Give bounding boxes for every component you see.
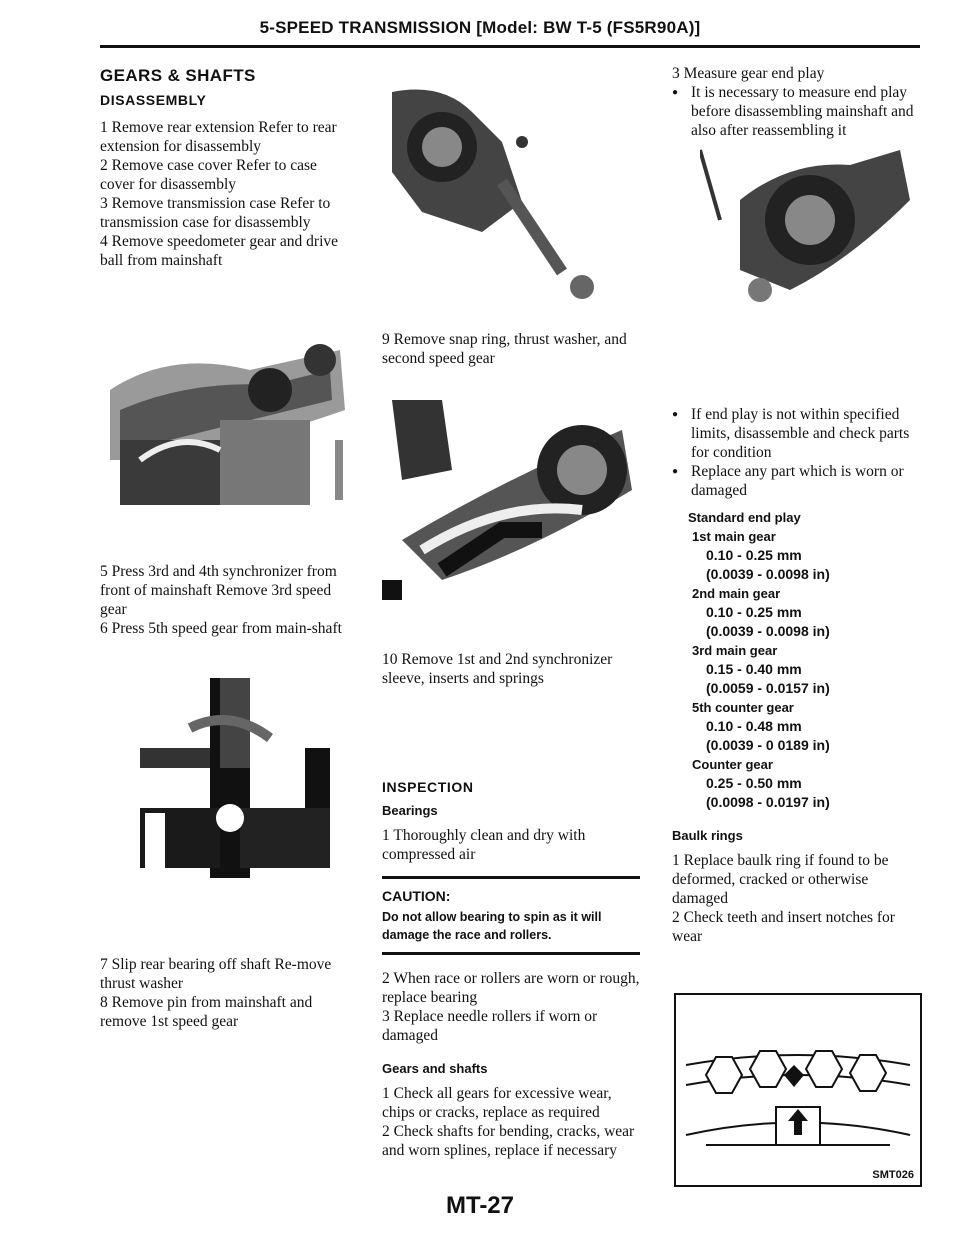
- header-rule: [100, 45, 920, 48]
- baulk-ring-diagram: [674, 993, 922, 1187]
- bearings-title: Bearings: [382, 803, 438, 818]
- spec-2-in: (0.0039 - 0.0098 in): [706, 623, 830, 639]
- step-2: 2 Remove case cover Refer to case cover for disassembly: [100, 157, 317, 193]
- spec-1-name: 1st main gear: [692, 529, 776, 544]
- spec-block: [672, 508, 924, 812]
- spec-title: Standard end play: [688, 510, 801, 525]
- step-8: 8 Remove pin from mainshaft and remove 1st speed gear: [100, 994, 313, 1030]
- step-6: 6 Press 5th speed gear from main-shaft: [100, 620, 342, 637]
- spec-1-in: (0.0039 - 0.0098 in): [706, 566, 830, 582]
- photo-remove-speedometer-gear: [100, 290, 350, 512]
- step-5: 5 Press 3rd and 4th synchronizer from front of mainshaft Remove 3rd speed gear: [100, 563, 337, 618]
- spec-3-in: (0.0059 - 0.0157 in): [706, 680, 830, 696]
- spec-5-name: Counter gear: [692, 757, 773, 772]
- spec-4-in: (0.0039 - 0 0189 in): [706, 737, 830, 753]
- caution-title: CAUTION:: [382, 888, 451, 904]
- step-9: 9 Remove snap ring, thrust washer, and second speed gear: [382, 331, 627, 367]
- page-header: 5-SPEED TRANSMISSION [Model: BW T-5 (FS5R90A)]: [259, 18, 701, 37]
- photo-press-gear: [130, 668, 340, 888]
- step-1: 1 Remove rear extension Refer to rear extension for disassembly: [100, 119, 337, 155]
- column-1: [100, 66, 350, 270]
- column-3-middle: [672, 405, 924, 946]
- spec-1-mm: 0.10 - 0.25 mm: [706, 547, 802, 563]
- spec-3-name: 3rd main gear: [692, 643, 778, 658]
- column-2-top: [382, 330, 640, 368]
- spec-4-mm: 0.10 - 0.48 mm: [706, 718, 802, 734]
- baulk-title: Baulk rings: [672, 828, 743, 843]
- spec-2-mm: 0.10 - 0.25 mm: [706, 604, 802, 620]
- spec-5-in: (0.0098 - 0.0197 in): [706, 794, 830, 810]
- spec-4-name: 5th counter gear: [692, 700, 794, 715]
- bullet-measure-end-play: ● It is necessary to measure end play before disassembling mainshaft and also after reassembling it: [672, 83, 924, 140]
- subsection-title: DISASSEMBLY: [100, 92, 207, 108]
- step-3: 3 Remove transmission case Refer to transmission case for disassembly: [100, 195, 331, 231]
- caution-rule-bottom: [382, 952, 640, 955]
- step-4: 4 Remove speedometer gear and drive ball from mainshaft: [100, 233, 339, 269]
- step-7: 7 Slip rear bearing off shaft Re-move thrust washer: [100, 956, 332, 992]
- baulk-step-2: 2 Check teeth and insert notches for wear: [672, 909, 895, 945]
- inspection-step-2: 2 When race or rollers are worn or rough, replace bearing: [382, 970, 640, 1006]
- column-1-lower: [100, 562, 350, 638]
- bullet-replace-parts: ● Replace any part which is worn or damaged: [672, 462, 924, 500]
- bullet-end-play-limits: ● If end play is not within specified limits, disassemble and check parts for condition: [672, 405, 924, 462]
- measure-step-3: 3 Measure gear end play: [672, 65, 825, 82]
- photo-remove-snap-ring: [382, 62, 640, 302]
- column-1-bottom: [100, 955, 350, 1031]
- inspection-title: INSPECTION: [382, 779, 474, 795]
- spec-2-name: 2nd main gear: [692, 586, 781, 601]
- inspection-step-3: 3 Replace needle rollers if worn or damaged: [382, 1008, 598, 1044]
- column-3-top: [672, 64, 924, 140]
- step-10: 10 Remove 1st and 2nd synchronizer sleeve, inserts and springs: [382, 651, 613, 687]
- gears-step-1: 1 Check all gears for excessive wear, chips or cracks, replace as required: [382, 1085, 612, 1121]
- gears-step-2: 2 Check shafts for bending, cracks, wear and worn splines, replace if necessary: [382, 1123, 635, 1159]
- column-2-middle: [382, 650, 640, 688]
- photo-measure-end-play: [700, 140, 930, 315]
- photo-remove-second-gear: [382, 380, 640, 610]
- gears-shafts-title: Gears and shafts: [382, 1061, 488, 1076]
- inspection-step-1: 1 Thoroughly clean and dry with compressed air: [382, 827, 586, 863]
- spec-3-mm: 0.15 - 0.40 mm: [706, 661, 802, 677]
- baulk-step-1: 1 Replace baulk ring if found to be deformed, cracked or otherwise damaged: [672, 852, 889, 907]
- caution-text: Do not allow bearing to spin as it will damage the race and rollers.: [382, 910, 602, 942]
- page-number: MT-27: [445, 1192, 514, 1219]
- spec-5-mm: 0.25 - 0.50 mm: [706, 775, 802, 791]
- diagram-label: SMT026: [872, 1169, 914, 1181]
- caution-rule-top: [382, 876, 640, 879]
- section-title: GEARS & SHAFTS: [100, 66, 256, 85]
- column-2-inspection: [382, 778, 640, 1160]
